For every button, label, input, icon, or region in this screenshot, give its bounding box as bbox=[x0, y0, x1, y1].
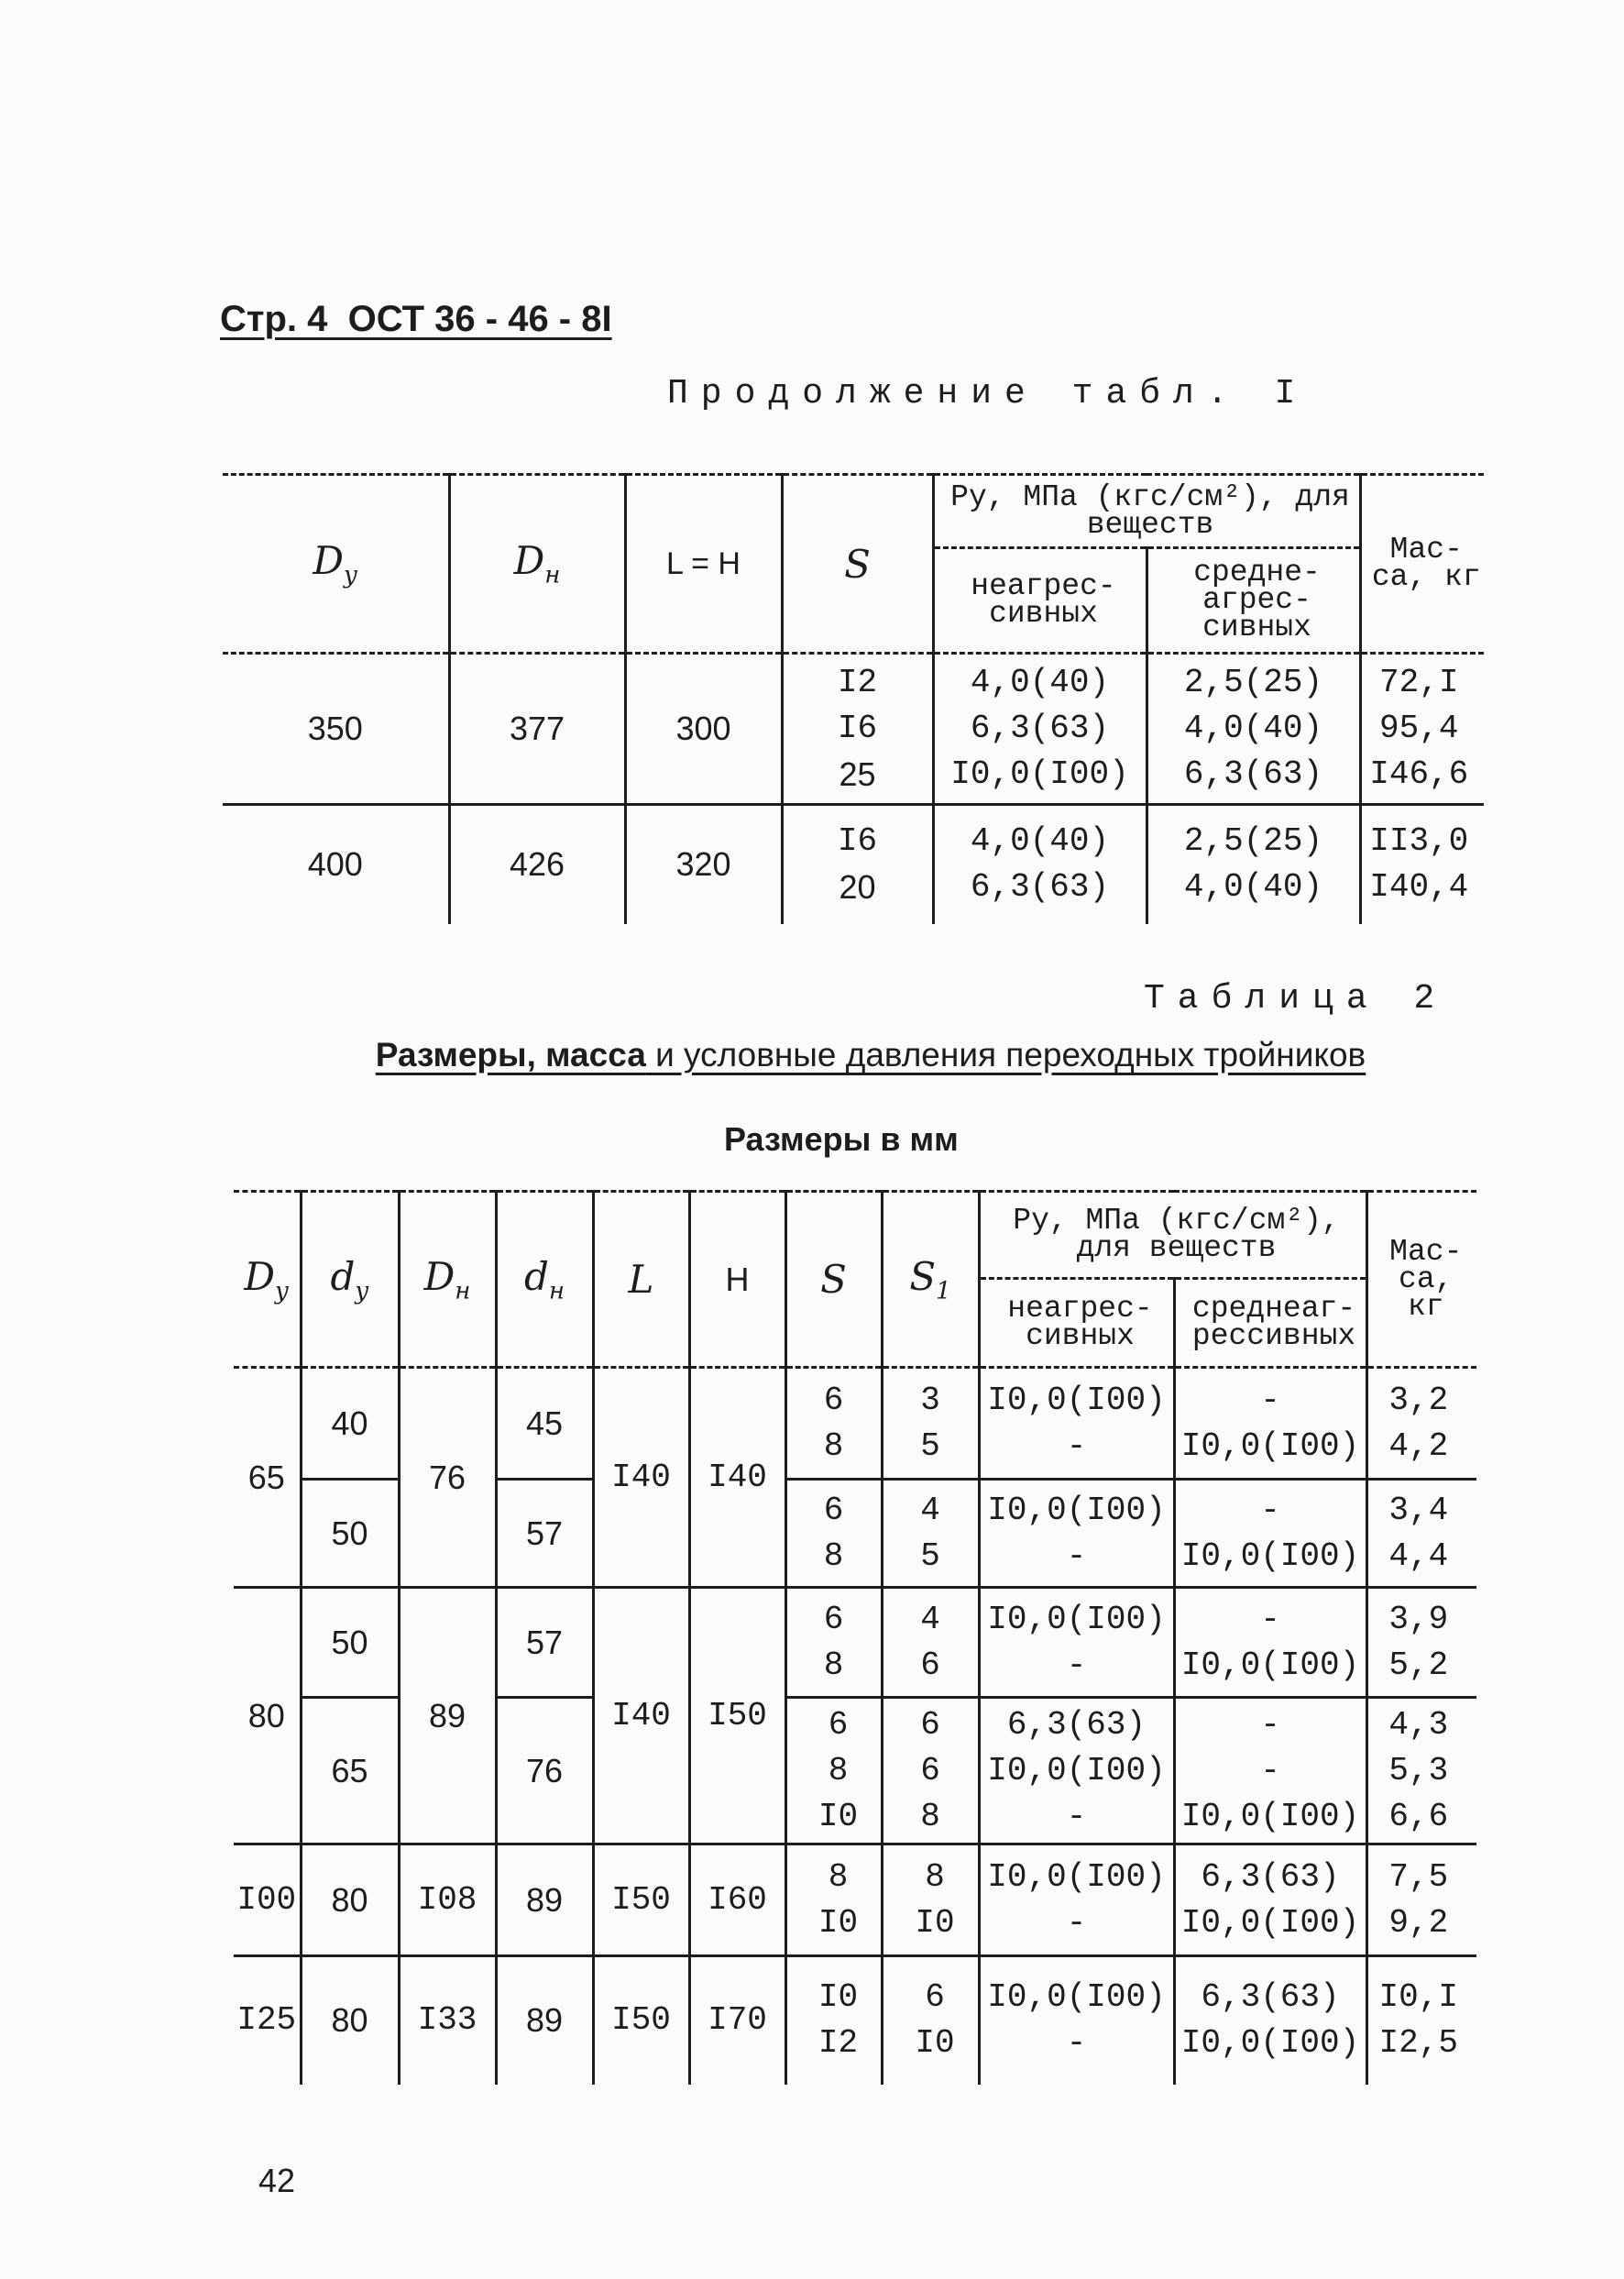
t2-cell-H: I70 bbox=[689, 1956, 785, 2085]
t2-cell-S: I0 I2 bbox=[785, 1956, 882, 2085]
t2-cell-Dn: 76 bbox=[399, 1368, 496, 1588]
t2-cell-p2: 6,3(63) I0,0(I00) bbox=[1174, 1956, 1366, 2085]
t2-cell-p2: - I0,0(I00) bbox=[1174, 1588, 1366, 1698]
t2-row bbox=[234, 1368, 1476, 1480]
t1-header-midaggr: средне-агрес-сивных bbox=[1147, 548, 1360, 654]
t2-header-mass: Мас-са, кг bbox=[1366, 1192, 1476, 1368]
t1-cell-p2: 2,5(25) 4,0(40) bbox=[1147, 805, 1360, 924]
t1-cell-dn: 377 bbox=[449, 654, 625, 805]
t2-cell-dy: 40 bbox=[301, 1368, 399, 1480]
t1-cell-mass: 72,I 95,4 I46,6 bbox=[1360, 654, 1484, 805]
table1 bbox=[223, 473, 1484, 924]
t2-cell-mass: 3,2 4,2 bbox=[1366, 1368, 1476, 1480]
t2-cell-p2: - I0,0(I00) bbox=[1174, 1480, 1366, 1588]
t2-cell-Dn: I08 bbox=[399, 1844, 496, 1956]
t2-cell-dy: 80 bbox=[301, 1956, 399, 2085]
t1-cell-mass: II3,0 I40,4 bbox=[1360, 805, 1484, 924]
t2-cell-p1: I0,0(I00) - bbox=[979, 1588, 1174, 1698]
t2-header-Dy: $D_у$ bbox=[234, 1192, 301, 1368]
t1-cell-p1: 4,0(40) 6,3(63) bbox=[933, 805, 1147, 924]
t2-header-S1: $S_1$ bbox=[882, 1192, 979, 1368]
t1-cell-lh: 320 bbox=[625, 805, 782, 924]
t2-cell-mass: 4,3 5,3 6,6 bbox=[1366, 1698, 1476, 1844]
t1-header-s: S bbox=[782, 475, 933, 654]
t2-cell-S1: 4 6 bbox=[882, 1588, 979, 1698]
t2-cell-p1: I0,0(I00) - bbox=[979, 1368, 1174, 1480]
table1-caption: Продолжение табл. I bbox=[667, 374, 1309, 413]
t2-cell-S1: 4 5 bbox=[882, 1480, 979, 1588]
t2-cell-Dy: 65 bbox=[234, 1368, 301, 1588]
t2-cell-dy: 50 bbox=[301, 1588, 399, 1698]
t2-cell-S1: 3 5 bbox=[882, 1368, 979, 1480]
t2-header-L: L bbox=[593, 1192, 689, 1368]
t2-row bbox=[234, 1844, 1476, 1956]
t2-cell-p1: I0,0(I00) - bbox=[979, 1844, 1174, 1956]
t2-header-midaggr: среднеаг-рессивных bbox=[1174, 1279, 1366, 1368]
t1-cell-lh: 300 bbox=[625, 654, 782, 805]
t2-cell-mass: 3,9 5,2 bbox=[1366, 1588, 1476, 1698]
t2-cell-L: I50 bbox=[593, 1844, 689, 1956]
t2-cell-dy: 65 bbox=[301, 1698, 399, 1844]
t2-cell-L: I50 bbox=[593, 1956, 689, 2085]
t1-header-py: Pу, МПа (кгс/см²), для веществ bbox=[933, 475, 1360, 548]
t2-cell-p1: I0,0(I00) - bbox=[979, 1480, 1174, 1588]
t2-cell-dy: 80 bbox=[301, 1844, 399, 1956]
table2-title: Размеры, масса и условные давления переходных тройников bbox=[375, 1036, 1366, 1073]
t2-cell-S: 6 8 bbox=[785, 1368, 882, 1480]
t2-cell-Dn: I33 bbox=[399, 1956, 496, 2085]
t2-cell-S1: 8 I0 bbox=[882, 1844, 979, 1956]
t2-cell-S1: 6 6 8 bbox=[882, 1698, 979, 1844]
t2-cell-dn: 57 bbox=[496, 1588, 593, 1698]
t2-row bbox=[234, 1588, 1476, 1698]
t1-cell-dy: 400 bbox=[223, 805, 449, 924]
t2-cell-H: I40 bbox=[689, 1368, 785, 1588]
t2-cell-dn: 76 bbox=[496, 1698, 593, 1844]
t2-cell-Dy: I00 bbox=[234, 1844, 301, 1956]
t1-cell-dy: 350 bbox=[223, 654, 449, 805]
t2-cell-H: I50 bbox=[689, 1588, 785, 1844]
t2-header-py: Pу, МПа (кгс/см²), для веществ bbox=[979, 1192, 1366, 1279]
t2-cell-dn: 89 bbox=[496, 1956, 593, 2085]
t2-cell-S: 6 8 bbox=[785, 1588, 882, 1698]
t2-cell-Dy: I25 bbox=[234, 1956, 301, 2085]
t1-row bbox=[223, 805, 1484, 924]
t1-header-lh: L = H bbox=[625, 475, 782, 654]
table2 bbox=[234, 1190, 1476, 2085]
t1-row bbox=[223, 654, 1484, 805]
table2-label: Таблица 2 bbox=[1144, 979, 1448, 1018]
t1-cell-p2: 2,5(25) 4,0(40) 6,3(63) bbox=[1147, 654, 1360, 805]
t1-cell-s: I6 20 bbox=[782, 805, 933, 924]
t2-header-dn: $d_н$ bbox=[496, 1192, 593, 1368]
t2-header-S: S bbox=[785, 1192, 882, 1368]
t2-cell-Dn: 89 bbox=[399, 1588, 496, 1844]
t1-header-nonaggr: неагрес-сивных bbox=[933, 548, 1147, 654]
t2-cell-p2: 6,3(63) I0,0(I00) bbox=[1174, 1844, 1366, 1956]
t2-header-nonaggr: неагрес-сивных bbox=[979, 1279, 1174, 1368]
t2-cell-mass: 3,4 4,4 bbox=[1366, 1480, 1476, 1588]
t2-cell-S1: 6 I0 bbox=[882, 1956, 979, 2085]
t1-header-dy: $D_у$ bbox=[223, 475, 449, 654]
table2-units: Размеры в мм bbox=[724, 1120, 959, 1158]
page-number: 42 bbox=[258, 2162, 296, 2199]
t2-cell-p1: I0,0(I00) - bbox=[979, 1956, 1174, 2085]
t2-cell-S: 8 I0 bbox=[785, 1844, 882, 1956]
t1-cell-s: I2 I6 25 bbox=[782, 654, 933, 805]
t2-cell-dn: 89 bbox=[496, 1844, 593, 1956]
t2-cell-mass: 7,5 9,2 bbox=[1366, 1844, 1476, 1956]
t1-cell-p1: 4,0(40) 6,3(63) I0,0(I00) bbox=[933, 654, 1147, 805]
t2-row bbox=[234, 1956, 1476, 2085]
t2-header-Dn: $D_н$ bbox=[399, 1192, 496, 1368]
t2-cell-S: 6 8 I0 bbox=[785, 1698, 882, 1844]
document-header: Стр. 4 ОСТ 36 - 46 - 8I bbox=[220, 299, 612, 339]
t2-cell-H: I60 bbox=[689, 1844, 785, 1956]
t2-cell-L: I40 bbox=[593, 1588, 689, 1844]
t2-cell-dy: 50 bbox=[301, 1480, 399, 1588]
t2-cell-p1: 6,3(63) I0,0(I00) - bbox=[979, 1698, 1174, 1844]
t2-cell-dn: 57 bbox=[496, 1480, 593, 1588]
t1-header-dn: $D_н$ bbox=[449, 475, 625, 654]
t2-cell-p2: - I0,0(I00) bbox=[1174, 1368, 1366, 1480]
t2-header-dy: $d_у$ bbox=[301, 1192, 399, 1368]
t2-cell-p2: - - I0,0(I00) bbox=[1174, 1698, 1366, 1844]
t2-cell-Dy: 80 bbox=[234, 1588, 301, 1844]
t2-cell-dn: 45 bbox=[496, 1368, 593, 1480]
t1-header-mass: Мас-са, кг bbox=[1360, 475, 1484, 654]
t2-cell-mass: I0,I I2,5 bbox=[1366, 1956, 1476, 2085]
t2-header-H: H bbox=[689, 1192, 785, 1368]
t2-cell-L: I40 bbox=[593, 1368, 689, 1588]
t1-cell-dn: 426 bbox=[449, 805, 625, 924]
t2-cell-S: 6 8 bbox=[785, 1480, 882, 1588]
